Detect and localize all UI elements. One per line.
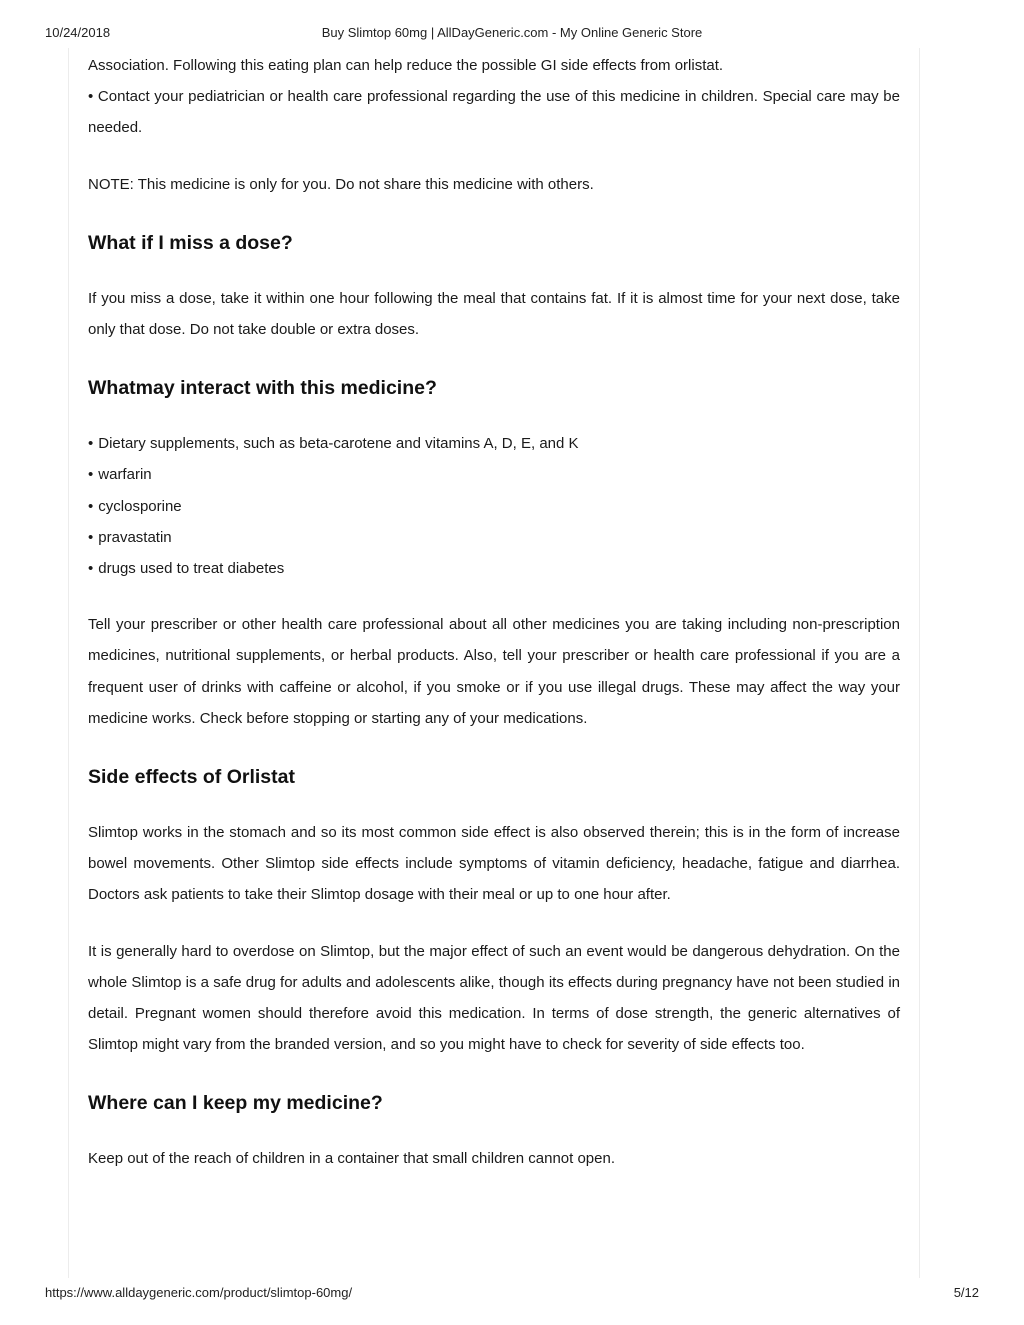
missed-dose-heading: What if I miss a dose?	[88, 231, 293, 254]
print-page-title: Buy Slimtop 60mg | AllDayGeneric.com - My Online Generic Store	[321, 25, 703, 40]
print-page-number: 5/12	[953, 1285, 979, 1300]
print-url: https://www.alldaygeneric.com/product/slimtop-60mg/	[45, 1285, 353, 1300]
list-item	[88, 491, 900, 522]
side-effects-paragraph-2: It is generally hard to overdose on Slimtop, but the major effect of such an event would be dangerous dehydration. On the whole Slimtop is a safe drug for adults and adolescents alike, though its effects during pregnancy have not been studied in detail. Pregnant women should therefore avoid this medication. In terms of dose strength, the generic alternatives of Slimtop might vary from the branded version, and so you might have to check for severity of side effects too.	[88, 942, 900, 1054]
list-item	[88, 522, 900, 553]
print-header	[45, 25, 979, 41]
list-item-text: pravastatin	[98, 528, 172, 546]
pediatric-bullet: • Contact your pediatrician or health care professional regarding the use of this medicine in children. Special care may be needed.	[88, 88, 900, 137]
bullet-dot: •	[88, 560, 94, 578]
bullet-dot: •	[88, 466, 94, 484]
article-content	[88, 50, 900, 1175]
missed-dose-text: If you miss a dose, take it within one hour following the meal that contains fat. If it is almost time for your next dose, take only that dose. Do not take double or extra doses.	[88, 289, 900, 339]
list-item	[88, 428, 900, 459]
list-item-text: warfarin	[98, 466, 152, 484]
storage-heading: Where can I keep my medicine?	[88, 1092, 383, 1115]
interactions-text: Tell your prescriber or other health care professional about all other medicines you are taking including non-prescription medicines, nutritional supplements, or herbal products. Also, tell your prescriber or health care professional if you are a frequent user of drinks with caffeine or alcohol, if you smoke or if you use illegal drugs. These may affect the way your medicine works. Check before stopping or starting any of your medications.	[88, 616, 900, 727]
list-item-text: Dietary supplements, such as beta-carotene and vitamins A, D, E, and K	[98, 435, 579, 453]
page-frame-right-border	[919, 48, 920, 1278]
page-frame-left-border	[68, 48, 69, 1278]
list-item	[88, 553, 900, 584]
list-item	[88, 459, 900, 490]
bullet-dot: •	[88, 497, 94, 515]
storage-text: Keep out of the reach of children in a container that small children cannot open.	[88, 1150, 615, 1168]
print-date: 10/24/2018	[45, 25, 111, 40]
bullet-dot: •	[88, 528, 94, 546]
note-text: NOTE: This medicine is only for you. Do not share this medicine with others.	[88, 175, 594, 193]
print-footer	[45, 1285, 979, 1301]
list-item-text: drugs used to treat diabetes	[98, 560, 285, 578]
side-effects-heading: Side effects of Orlistat	[88, 766, 295, 789]
bullet-dot: •	[88, 435, 94, 453]
side-effects-paragraph-1: Slimtop works in the stomach and so its most common side effect is also observed therein; this is in the form of increase bowel movements. Other Slimtop side effects include symptoms of vitamin deficiency, headache, fatigue and diarrhea. Doctors ask patients to take their Slimtop dosage with their meal or up to one hour after.	[88, 824, 900, 904]
list-item-text: cyclosporine	[98, 497, 182, 515]
interactions-heading: Whatmay interact with this medicine?	[88, 377, 437, 400]
intro-line: Association. Following this eating plan can help reduce the possible GI side effects from orlistat.	[88, 57, 724, 74]
interactions-list	[88, 428, 900, 584]
